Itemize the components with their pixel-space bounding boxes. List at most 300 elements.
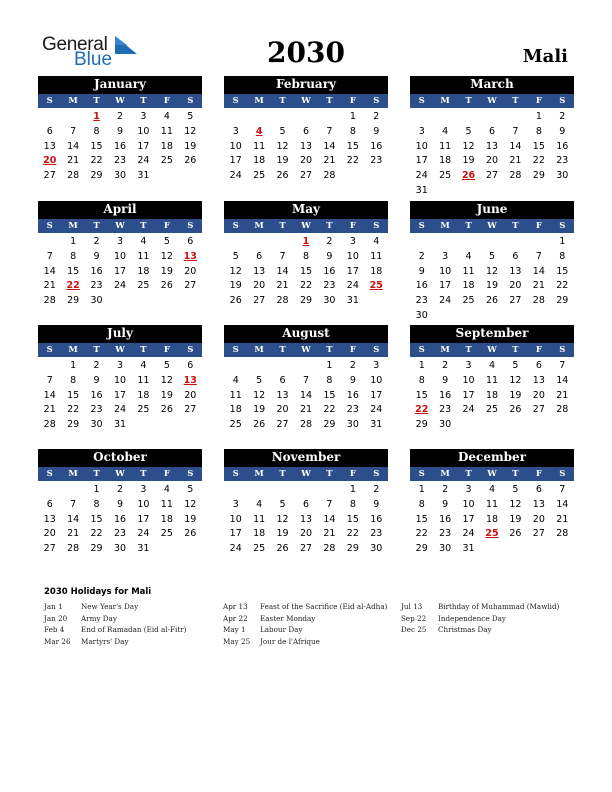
day-cell: 30 (113, 170, 127, 182)
day-cell: 16 (113, 513, 127, 525)
day-cell: 20 (485, 155, 499, 167)
day-cell: 24 (370, 404, 383, 416)
holiday-column (223, 601, 403, 647)
day-cell: 10 (370, 374, 383, 386)
holiday-date: Mar 26 (44, 636, 71, 646)
day-cell: 5 (232, 250, 239, 262)
empty-cell (504, 110, 527, 125)
day-cell: 18 (370, 265, 383, 277)
day-cell: 15 (556, 265, 569, 277)
day-cell: 18 (137, 265, 150, 277)
holiday-item (44, 601, 224, 613)
day-cell: 5 (187, 484, 194, 495)
empty-cell (457, 110, 480, 125)
weekday-label: S (187, 345, 194, 355)
holiday-name: New Year's Day (81, 602, 139, 611)
day-cell: 18 (137, 389, 150, 401)
day-cell: 5 (163, 236, 170, 247)
weekday-label: T (326, 221, 333, 231)
weekday-label: W (487, 221, 497, 231)
day-cell: 11 (485, 374, 499, 386)
day-cell: 7 (70, 125, 77, 137)
day-cell: 10 (113, 374, 127, 386)
day-cell: 15 (323, 389, 336, 401)
weekday-header (410, 342, 574, 357)
day-cell: 21 (556, 389, 569, 401)
empty-cell (271, 235, 294, 250)
day-cell: 2 (373, 484, 380, 495)
day-cell: 3 (465, 360, 472, 371)
day-cell: 20 (184, 265, 197, 277)
day-cell: 21 (299, 404, 313, 416)
day-cell: 13 (43, 513, 56, 525)
weekday-label: W (487, 469, 497, 479)
day-cell: 24 (462, 404, 475, 416)
day-cell: 1 (349, 484, 356, 495)
day-cell: 11 (485, 498, 499, 510)
day-cell: 5 (512, 360, 519, 371)
day-cell: 20 (299, 528, 313, 540)
brand-word-blue: Blue (74, 49, 113, 70)
weekday-label: S (46, 345, 53, 355)
day-cell: 17 (370, 389, 383, 401)
day-cell: 24 (415, 170, 428, 182)
day-cell: 30 (90, 419, 103, 431)
day-cell: 4 (163, 111, 170, 122)
day-cell: 20 (43, 528, 56, 540)
day-cell: 20 (509, 280, 522, 292)
empty-cell (457, 235, 480, 250)
holiday-item (44, 613, 224, 625)
day-cell: 3 (465, 484, 472, 495)
day-cell: 24 (229, 543, 242, 555)
day-cell: 22 (67, 404, 80, 416)
weekday-label: W (115, 345, 125, 355)
weekday-label: S (46, 96, 53, 106)
empty-cell (318, 110, 341, 125)
day-cell: 2 (116, 111, 124, 122)
weekday-label: T (93, 469, 100, 479)
day-cell: 12 (276, 513, 289, 525)
holiday-day-cell: 1 (302, 236, 310, 247)
day-cell: 14 (67, 513, 80, 525)
weekday-label: T (326, 345, 333, 355)
weekday-label: S (559, 345, 566, 355)
day-cell: 30 (323, 295, 336, 307)
day-grid (410, 235, 574, 324)
day-cell: 10 (346, 250, 359, 262)
day-cell: 23 (113, 528, 127, 540)
holiday-date: Sep 22 (401, 613, 427, 623)
holiday-day-cell: 1 (93, 111, 100, 122)
weekday-label: F (163, 221, 170, 231)
day-cell: 2 (442, 360, 449, 371)
day-cell: 8 (349, 125, 356, 137)
month-title: March (410, 76, 574, 93)
weekday-label: F (163, 469, 170, 479)
holiday-date: Jan 1 (44, 602, 63, 611)
day-cell: 3 (232, 498, 239, 510)
holiday-date: Feb 4 (44, 625, 65, 634)
month-january (38, 76, 202, 184)
day-cell: 22 (346, 155, 359, 167)
weekday-label: T (140, 469, 147, 479)
holiday-item (223, 624, 403, 636)
holiday-item (223, 636, 403, 648)
day-cell: 11 (137, 250, 150, 262)
day-cell: 27 (276, 419, 289, 431)
empty-cell (38, 483, 61, 498)
weekday-label: T (512, 469, 519, 479)
weekday-label: T (465, 221, 472, 231)
weekday-label: M (68, 96, 78, 106)
day-cell: 28 (67, 543, 80, 555)
day-cell: 15 (415, 389, 428, 401)
day-cell: 7 (559, 360, 566, 371)
day-cell: 16 (415, 280, 428, 292)
weekday-label: W (487, 345, 497, 355)
holiday-date: Apr 22 (223, 613, 248, 623)
day-cell: 7 (46, 250, 53, 262)
holiday-item (401, 613, 581, 625)
day-cell: 17 (137, 513, 150, 525)
empty-cell (38, 235, 61, 250)
day-cell: 16 (90, 265, 103, 277)
day-cell: 15 (67, 265, 80, 277)
day-cell: 4 (163, 484, 170, 495)
weekday-label: F (163, 345, 170, 355)
day-cell: 16 (439, 513, 452, 525)
empty-cell (433, 235, 456, 250)
weekday-label: S (232, 221, 239, 231)
day-cell: 6 (302, 125, 310, 137)
day-cell: 27 (532, 528, 545, 540)
weekday-label: F (163, 96, 170, 106)
holiday-date: May 1 (223, 625, 246, 634)
day-cell: 27 (184, 280, 197, 292)
day-cell: 2 (559, 111, 566, 122)
day-cell: 5 (488, 250, 496, 262)
day-cell: 25 (160, 155, 173, 167)
day-cell: 3 (373, 360, 380, 371)
empty-cell (247, 235, 270, 250)
holiday-column (401, 601, 581, 636)
day-cell: 24 (113, 404, 127, 416)
day-grid (38, 483, 202, 557)
day-grid (224, 110, 388, 184)
day-cell: 30 (415, 309, 428, 321)
month-may (224, 201, 388, 309)
day-cell: 19 (485, 280, 499, 292)
day-cell: 13 (509, 265, 522, 277)
day-cell: 15 (415, 513, 428, 525)
day-cell: 4 (140, 236, 147, 247)
day-cell: 12 (184, 498, 197, 510)
holiday-item (223, 613, 403, 625)
holiday-item (401, 601, 581, 613)
weekday-label: S (418, 345, 425, 355)
empty-cell (247, 110, 270, 125)
day-cell: 28 (509, 170, 522, 182)
day-cell: 9 (93, 250, 100, 262)
month-november (224, 449, 388, 557)
day-grid (38, 110, 202, 184)
day-cell: 6 (256, 250, 263, 262)
weekday-header (38, 93, 202, 108)
day-cell: 27 (253, 295, 266, 307)
day-cell: 30 (439, 543, 452, 555)
day-cell: 15 (90, 513, 103, 525)
weekday-header (224, 466, 388, 481)
day-cell: 12 (160, 374, 173, 386)
holiday-column (44, 601, 224, 647)
day-cell: 22 (90, 528, 103, 540)
day-cell: 10 (415, 140, 428, 152)
holiday-day-cell: 20 (43, 155, 57, 167)
day-cell: 25 (137, 404, 150, 416)
weekday-label: W (301, 221, 311, 231)
weekday-label: W (487, 96, 497, 106)
day-cell: 9 (442, 374, 449, 386)
day-cell: 29 (67, 419, 80, 431)
weekday-label: M (254, 96, 264, 106)
day-cell: 26 (276, 170, 289, 182)
day-cell: 25 (229, 419, 242, 431)
empty-cell (271, 359, 294, 374)
weekday-label: T (93, 221, 100, 231)
month-title: January (38, 76, 202, 93)
weekday-label: S (46, 469, 53, 479)
day-cell: 6 (46, 498, 53, 510)
weekday-label: T (512, 96, 519, 106)
day-cell: 4 (465, 250, 472, 262)
weekday-label: T (279, 96, 286, 106)
day-cell: 24 (137, 528, 150, 540)
day-cell: 19 (276, 155, 289, 167)
day-cell: 17 (462, 389, 475, 401)
day-cell: 11 (229, 389, 242, 401)
month-april (38, 201, 202, 309)
day-cell: 1 (93, 484, 100, 495)
day-grid (38, 235, 202, 309)
weekday-label: W (115, 96, 125, 106)
empty-cell (61, 110, 84, 125)
empty-cell (61, 483, 84, 498)
day-cell: 21 (67, 528, 80, 540)
empty-cell (224, 359, 247, 374)
weekday-label: W (301, 345, 311, 355)
day-cell: 9 (373, 498, 380, 510)
day-cell: 4 (256, 498, 263, 510)
country-name: Mali (522, 46, 568, 67)
weekday-label: S (232, 345, 239, 355)
holiday-day-cell: 25 (485, 528, 499, 540)
month-title: August (224, 325, 388, 342)
day-cell: 1 (349, 111, 356, 122)
day-cell: 6 (535, 360, 542, 371)
day-cell: 25 (462, 295, 475, 307)
day-cell: 20 (532, 513, 545, 525)
month-july (38, 325, 202, 433)
day-cell: 27 (184, 404, 197, 416)
weekday-label: S (418, 96, 425, 106)
day-grid (410, 483, 574, 557)
day-cell: 12 (462, 140, 475, 152)
day-cell: 10 (229, 140, 242, 152)
weekday-label: T (279, 221, 286, 231)
month-september (410, 325, 574, 433)
day-cell: 30 (113, 543, 127, 555)
day-cell: 19 (184, 513, 197, 525)
day-cell: 11 (160, 498, 173, 510)
weekday-label: T (140, 221, 147, 231)
holiday-item (44, 624, 224, 636)
weekday-label: F (349, 96, 356, 106)
weekday-label: T (326, 469, 333, 479)
day-cell: 16 (113, 140, 127, 152)
day-cell: 16 (346, 389, 359, 401)
day-cell: 6 (279, 374, 286, 386)
day-cell: 26 (184, 528, 197, 540)
holiday-day-cell: 25 (369, 280, 383, 292)
day-cell: 26 (184, 155, 197, 167)
month-august (224, 325, 388, 433)
day-cell: 25 (253, 543, 266, 555)
day-cell: 9 (373, 125, 380, 137)
day-cell: 28 (276, 295, 289, 307)
day-cell: 23 (556, 155, 569, 167)
day-cell: 2 (326, 236, 333, 247)
weekday-header (38, 218, 202, 233)
day-cell: 17 (229, 528, 242, 540)
day-cell: 12 (253, 389, 266, 401)
day-cell: 6 (187, 236, 194, 247)
day-cell: 27 (532, 404, 545, 416)
empty-cell (38, 110, 61, 125)
day-cell: 24 (229, 170, 242, 182)
weekday-label: F (535, 345, 542, 355)
day-cell: 3 (442, 250, 449, 262)
weekday-label: T (465, 96, 472, 106)
day-cell: 28 (323, 170, 336, 182)
day-cell: 31 (137, 543, 150, 555)
day-cell: 28 (43, 295, 56, 307)
day-cell: 9 (116, 498, 124, 510)
day-cell: 19 (160, 389, 173, 401)
day-cell: 6 (535, 484, 542, 495)
weekday-label: W (301, 469, 311, 479)
day-cell: 7 (512, 125, 519, 137)
day-cell: 18 (253, 528, 266, 540)
day-cell: 21 (556, 513, 569, 525)
holiday-name: End of Ramadan (Eid al-Fitr) (81, 625, 187, 634)
day-cell: 11 (253, 513, 266, 525)
weekday-label: S (187, 469, 194, 479)
day-cell: 13 (43, 140, 56, 152)
day-cell: 29 (415, 543, 428, 555)
day-cell: 22 (323, 404, 336, 416)
day-cell: 8 (535, 125, 542, 137)
day-cell: 24 (346, 280, 359, 292)
day-cell: 10 (137, 498, 150, 510)
day-cell: 2 (442, 484, 449, 495)
day-cell: 23 (415, 295, 428, 307)
day-cell: 19 (462, 155, 475, 167)
day-cell: 29 (532, 170, 545, 182)
day-cell: 11 (137, 374, 150, 386)
day-cell: 9 (418, 265, 425, 277)
weekday-label: M (68, 221, 78, 231)
day-cell: 19 (184, 140, 197, 152)
day-cell: 21 (276, 280, 289, 292)
weekday-label: S (559, 221, 566, 231)
holiday-date: Jan 20 (44, 613, 68, 623)
day-cell: 3 (140, 484, 147, 495)
weekday-label: S (46, 221, 53, 231)
day-cell: 1 (326, 360, 333, 371)
month-february (224, 76, 388, 184)
day-cell: 8 (93, 498, 100, 510)
month-title: May (224, 201, 388, 218)
day-cell: 15 (532, 140, 545, 152)
day-cell: 2 (349, 360, 356, 371)
holiday-item (223, 601, 403, 613)
day-cell: 26 (229, 295, 242, 307)
holiday-date: Apr 13 (223, 602, 248, 611)
day-cell: 1 (535, 111, 542, 122)
holiday-name: Jour de l'Afrique (260, 636, 320, 646)
day-cell: 17 (415, 155, 428, 167)
day-cell: 10 (229, 513, 242, 525)
day-cell: 18 (160, 513, 173, 525)
day-cell: 2 (93, 360, 100, 371)
empty-cell (318, 483, 341, 498)
day-cell: 22 (415, 528, 428, 540)
empty-cell (480, 110, 503, 125)
day-cell: 12 (509, 498, 522, 510)
day-cell: 22 (532, 155, 545, 167)
weekday-label: F (349, 469, 356, 479)
day-cell: 11 (462, 265, 475, 277)
day-cell: 20 (532, 389, 545, 401)
holiday-date: Dec 25 (401, 625, 427, 634)
day-cell: 3 (232, 125, 239, 137)
day-cell: 1 (70, 236, 77, 247)
day-cell: 23 (370, 155, 383, 167)
weekday-label: T (140, 345, 147, 355)
weekday-label: T (140, 96, 147, 106)
day-cell: 15 (346, 513, 359, 525)
day-cell: 5 (279, 125, 286, 137)
weekday-label: M (68, 345, 78, 355)
day-cell: 22 (90, 155, 103, 167)
day-cell: 14 (43, 389, 56, 401)
day-cell: 31 (137, 170, 150, 182)
day-cell: 17 (229, 155, 242, 167)
day-cell: 29 (299, 295, 313, 307)
day-cell: 9 (93, 374, 100, 386)
day-cell: 24 (113, 280, 127, 292)
day-grid (410, 359, 574, 433)
holiday-day-cell: 13 (183, 250, 197, 262)
day-cell: 7 (70, 498, 77, 510)
holiday-name: Independence Day (438, 613, 506, 623)
empty-cell (410, 235, 433, 250)
weekday-label: S (232, 469, 239, 479)
day-cell: 20 (276, 404, 289, 416)
day-cell: 4 (442, 125, 449, 137)
empty-cell (433, 110, 456, 125)
